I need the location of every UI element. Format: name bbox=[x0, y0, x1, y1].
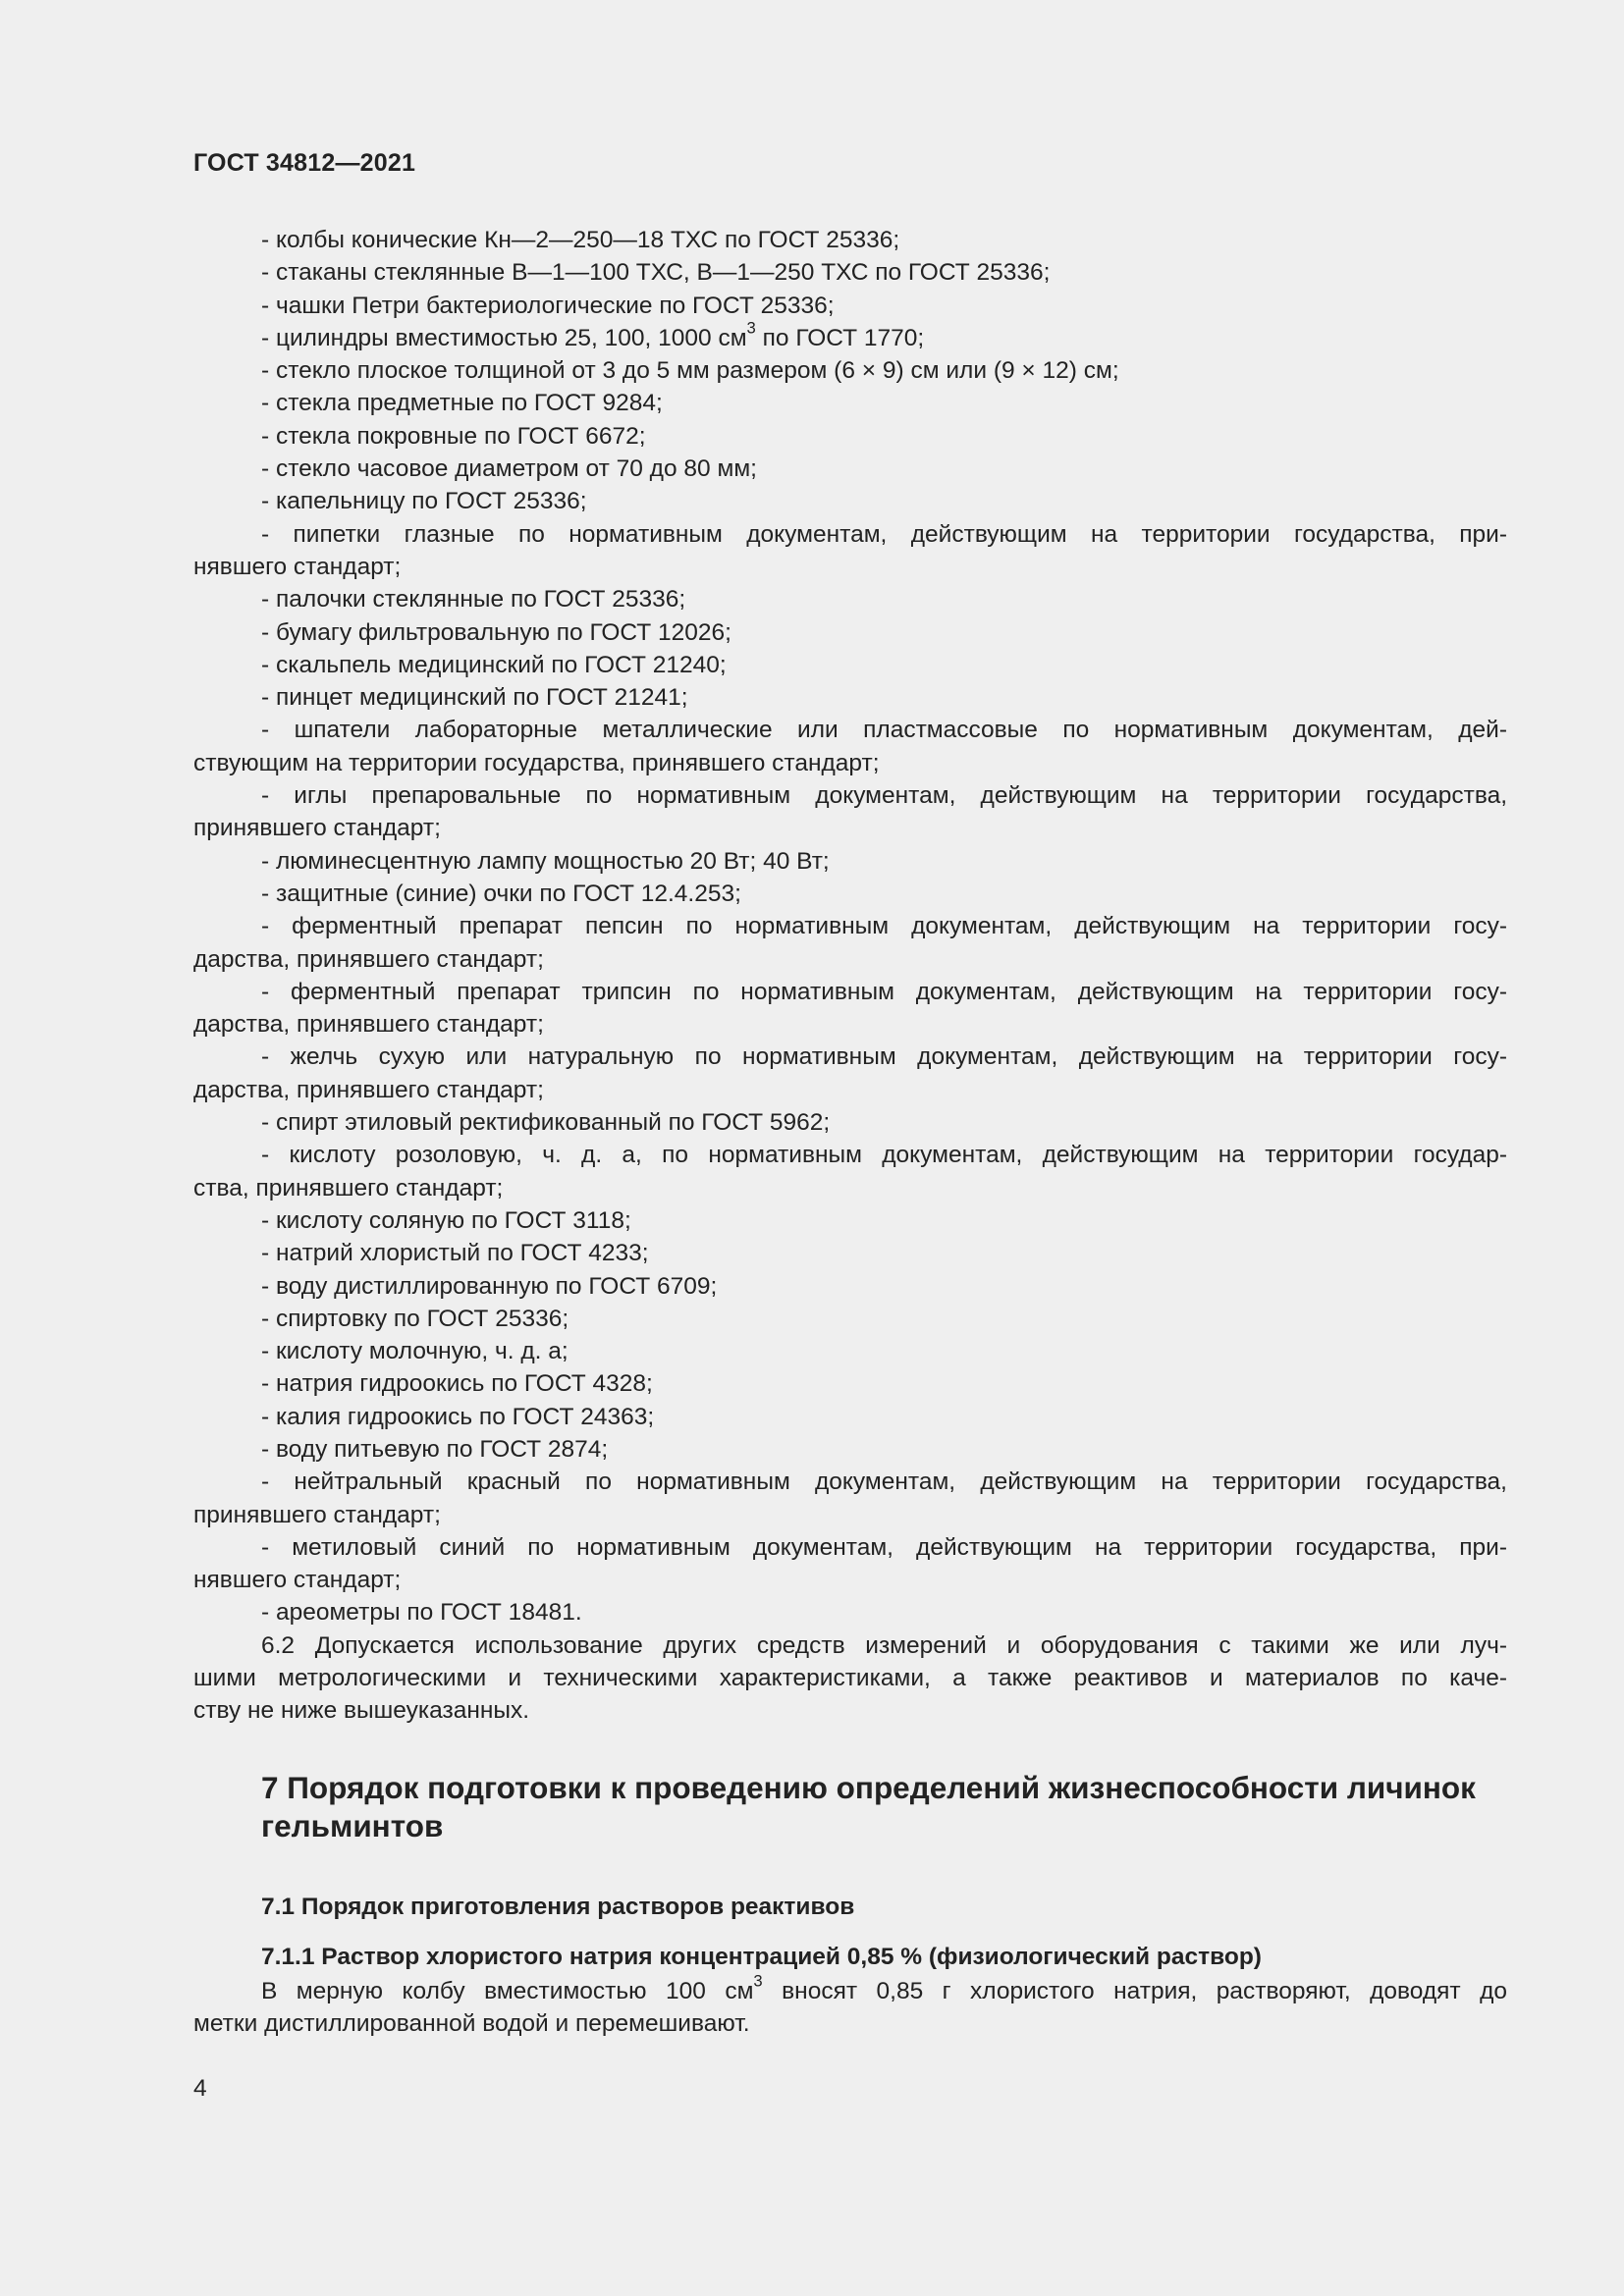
paragraph-line bbox=[193, 1971, 1508, 2007]
list-item-continuation: дарства, принявшего стандарт; bbox=[193, 945, 544, 973]
list-item: - натрия гидроокись по ГОСТ 4328; bbox=[261, 1370, 653, 1398]
list-item: - воду дистиллированную по ГОСТ 6709; bbox=[261, 1272, 718, 1300]
document-id-header: ГОСТ 34812—2021 bbox=[193, 149, 416, 177]
subsection-7-1-1-title: 7.1.1 Раствор хлористого натрия концентрацией 0,85 % (физиологический раствор) bbox=[261, 1944, 1262, 1970]
section-7-title: 7 Порядок подготовки к проведению определений жизнеспособности личинок гельминтов bbox=[261, 1770, 1476, 1843]
list-item: - калия гидроокись по ГОСТ 24363; bbox=[261, 1403, 655, 1430]
superscript: 3 bbox=[753, 1971, 763, 1991]
list-item: - ареометры по ГОСТ 18481. bbox=[261, 1599, 582, 1627]
list-item: - воду питьевую по ГОСТ 2874; bbox=[261, 1435, 609, 1463]
list-item bbox=[193, 318, 1507, 354]
superscript: 3 bbox=[746, 318, 756, 338]
list-item: - кислоту розоловую, ч. д. а, по нормативным документам, действующим на территории государ- bbox=[261, 1142, 1507, 1169]
list-item-continuation: принявшего стандарт; bbox=[193, 815, 441, 842]
list-item: - пипетки глазные по нормативным документам, действующим на территории государства, при- bbox=[261, 520, 1507, 548]
list-item: - ферментный препарат трипсин по нормативным документам, действующим на территории госу- bbox=[261, 978, 1507, 1005]
subsection-7-1-title: 7.1 Порядок приготовления растворов реактивов bbox=[261, 1894, 855, 1920]
list-item: - спиртовку по ГОСТ 25336; bbox=[261, 1305, 569, 1332]
list-item-continuation: нявшего стандарт; bbox=[193, 1567, 402, 1594]
list-item: - стекло плоское толщиной от 3 до 5 мм размером (6 × 9) см или (9 × 12) см; bbox=[261, 357, 1119, 385]
list-item-continuation: ствующим на территории государства, принявшего стандарт; bbox=[193, 749, 880, 776]
list-item: - палочки стеклянные по ГОСТ 25336; bbox=[261, 586, 686, 614]
list-item: - скальпель медицинский по ГОСТ 21240; bbox=[261, 651, 727, 678]
list-item: - натрий хлористый по ГОСТ 4233; bbox=[261, 1240, 649, 1267]
list-item: - капельницу по ГОСТ 25336; bbox=[261, 488, 587, 515]
list-item: - колбы конические Кн—2—250—18 ТХС по ГОСТ 25336; bbox=[261, 227, 900, 253]
list-item: - метиловый синий по нормативным документам, действующим на территории государства, при- bbox=[261, 1533, 1507, 1561]
list-item-continuation: нявшего стандарт; bbox=[193, 553, 402, 580]
list-item: - защитные (синие) очки по ГОСТ 12.4.253; bbox=[261, 880, 741, 907]
list-item-continuation: дарства, принявшего стандарт; bbox=[193, 1011, 544, 1039]
list-item: - чашки Петри бактериологические по ГОСТ 25336; bbox=[261, 292, 835, 319]
list-item: - нейтральный красный по нормативным документам, действующим на территории государства, bbox=[261, 1468, 1507, 1496]
list-item: - желчь сухую или натуральную по нормативным документам, действующим на территории госу- bbox=[261, 1043, 1507, 1071]
paragraph-text: вносят 0,85 г хлористого натрия, растворяют, доводят до bbox=[762, 1978, 1508, 2004]
list-item: - стекла покровные по ГОСТ 6672; bbox=[261, 422, 646, 450]
list-item: - бумагу фильтровальную по ГОСТ 12026; bbox=[261, 618, 731, 646]
page-number: 4 bbox=[193, 2075, 207, 2102]
list-item: - люминесцентную лампу мощностью 20 Вт; 40 Вт; bbox=[261, 847, 830, 875]
list-item: - кислоту молочную, ч. д. а; bbox=[261, 1338, 568, 1365]
list-item: - пинцет медицинский по ГОСТ 21241; bbox=[261, 684, 688, 712]
list-item-continuation: дарства, принявшего стандарт; bbox=[193, 1076, 544, 1103]
paragraph-6-2: 6.2 Допускается использование других средств измерений и оборудования с такими же или луч- bbox=[261, 1631, 1507, 1659]
list-item-text: по ГОСТ 1770; bbox=[755, 324, 925, 351]
list-item: - стекло часовое диаметром от 70 до 80 мм; bbox=[261, 455, 757, 483]
paragraph-7-1-1 bbox=[193, 1971, 1508, 2041]
list-item: - спирт этиловый ректификованный по ГОСТ 5962; bbox=[261, 1109, 831, 1137]
list-item-continuation: ства, принявшего стандарт; bbox=[193, 1174, 504, 1201]
paragraph-line: метки дистиллированной водой и перемешивают. bbox=[193, 2010, 750, 2038]
list-item: - шпатели лабораторные металлические или пластмассовые по нормативным документам, дей- bbox=[261, 717, 1507, 744]
equipment-list bbox=[193, 224, 1507, 1728]
list-item-text: - цилиндры вместимостью 25, 100, 1000 см bbox=[261, 324, 747, 351]
paragraph-6-2-continuation: шими метрологическими и техническими характеристиками, а также реактивов и материалов по каче- bbox=[193, 1665, 1507, 1692]
list-item: - стекла предметные по ГОСТ 9284; bbox=[261, 390, 663, 417]
list-item: - стаканы стеклянные В—1—100 ТХС, В—1—250 ТХС по ГОСТ 25336; bbox=[261, 259, 1051, 287]
paragraph-6-2-continuation: ству не ниже вышеуказанных. bbox=[193, 1697, 530, 1725]
list-item: - кислоту соляную по ГОСТ 3118; bbox=[261, 1206, 631, 1234]
paragraph-text: В мерную колбу вместимостью 100 см bbox=[261, 1978, 754, 2004]
list-item: - ферментный препарат пепсин по нормативным документам, действующим на территории госу- bbox=[261, 913, 1507, 940]
list-item-continuation: принявшего стандарт; bbox=[193, 1501, 441, 1528]
list-item: - иглы препаровальные по нормативным документам, действующим на территории государства, bbox=[261, 782, 1507, 810]
